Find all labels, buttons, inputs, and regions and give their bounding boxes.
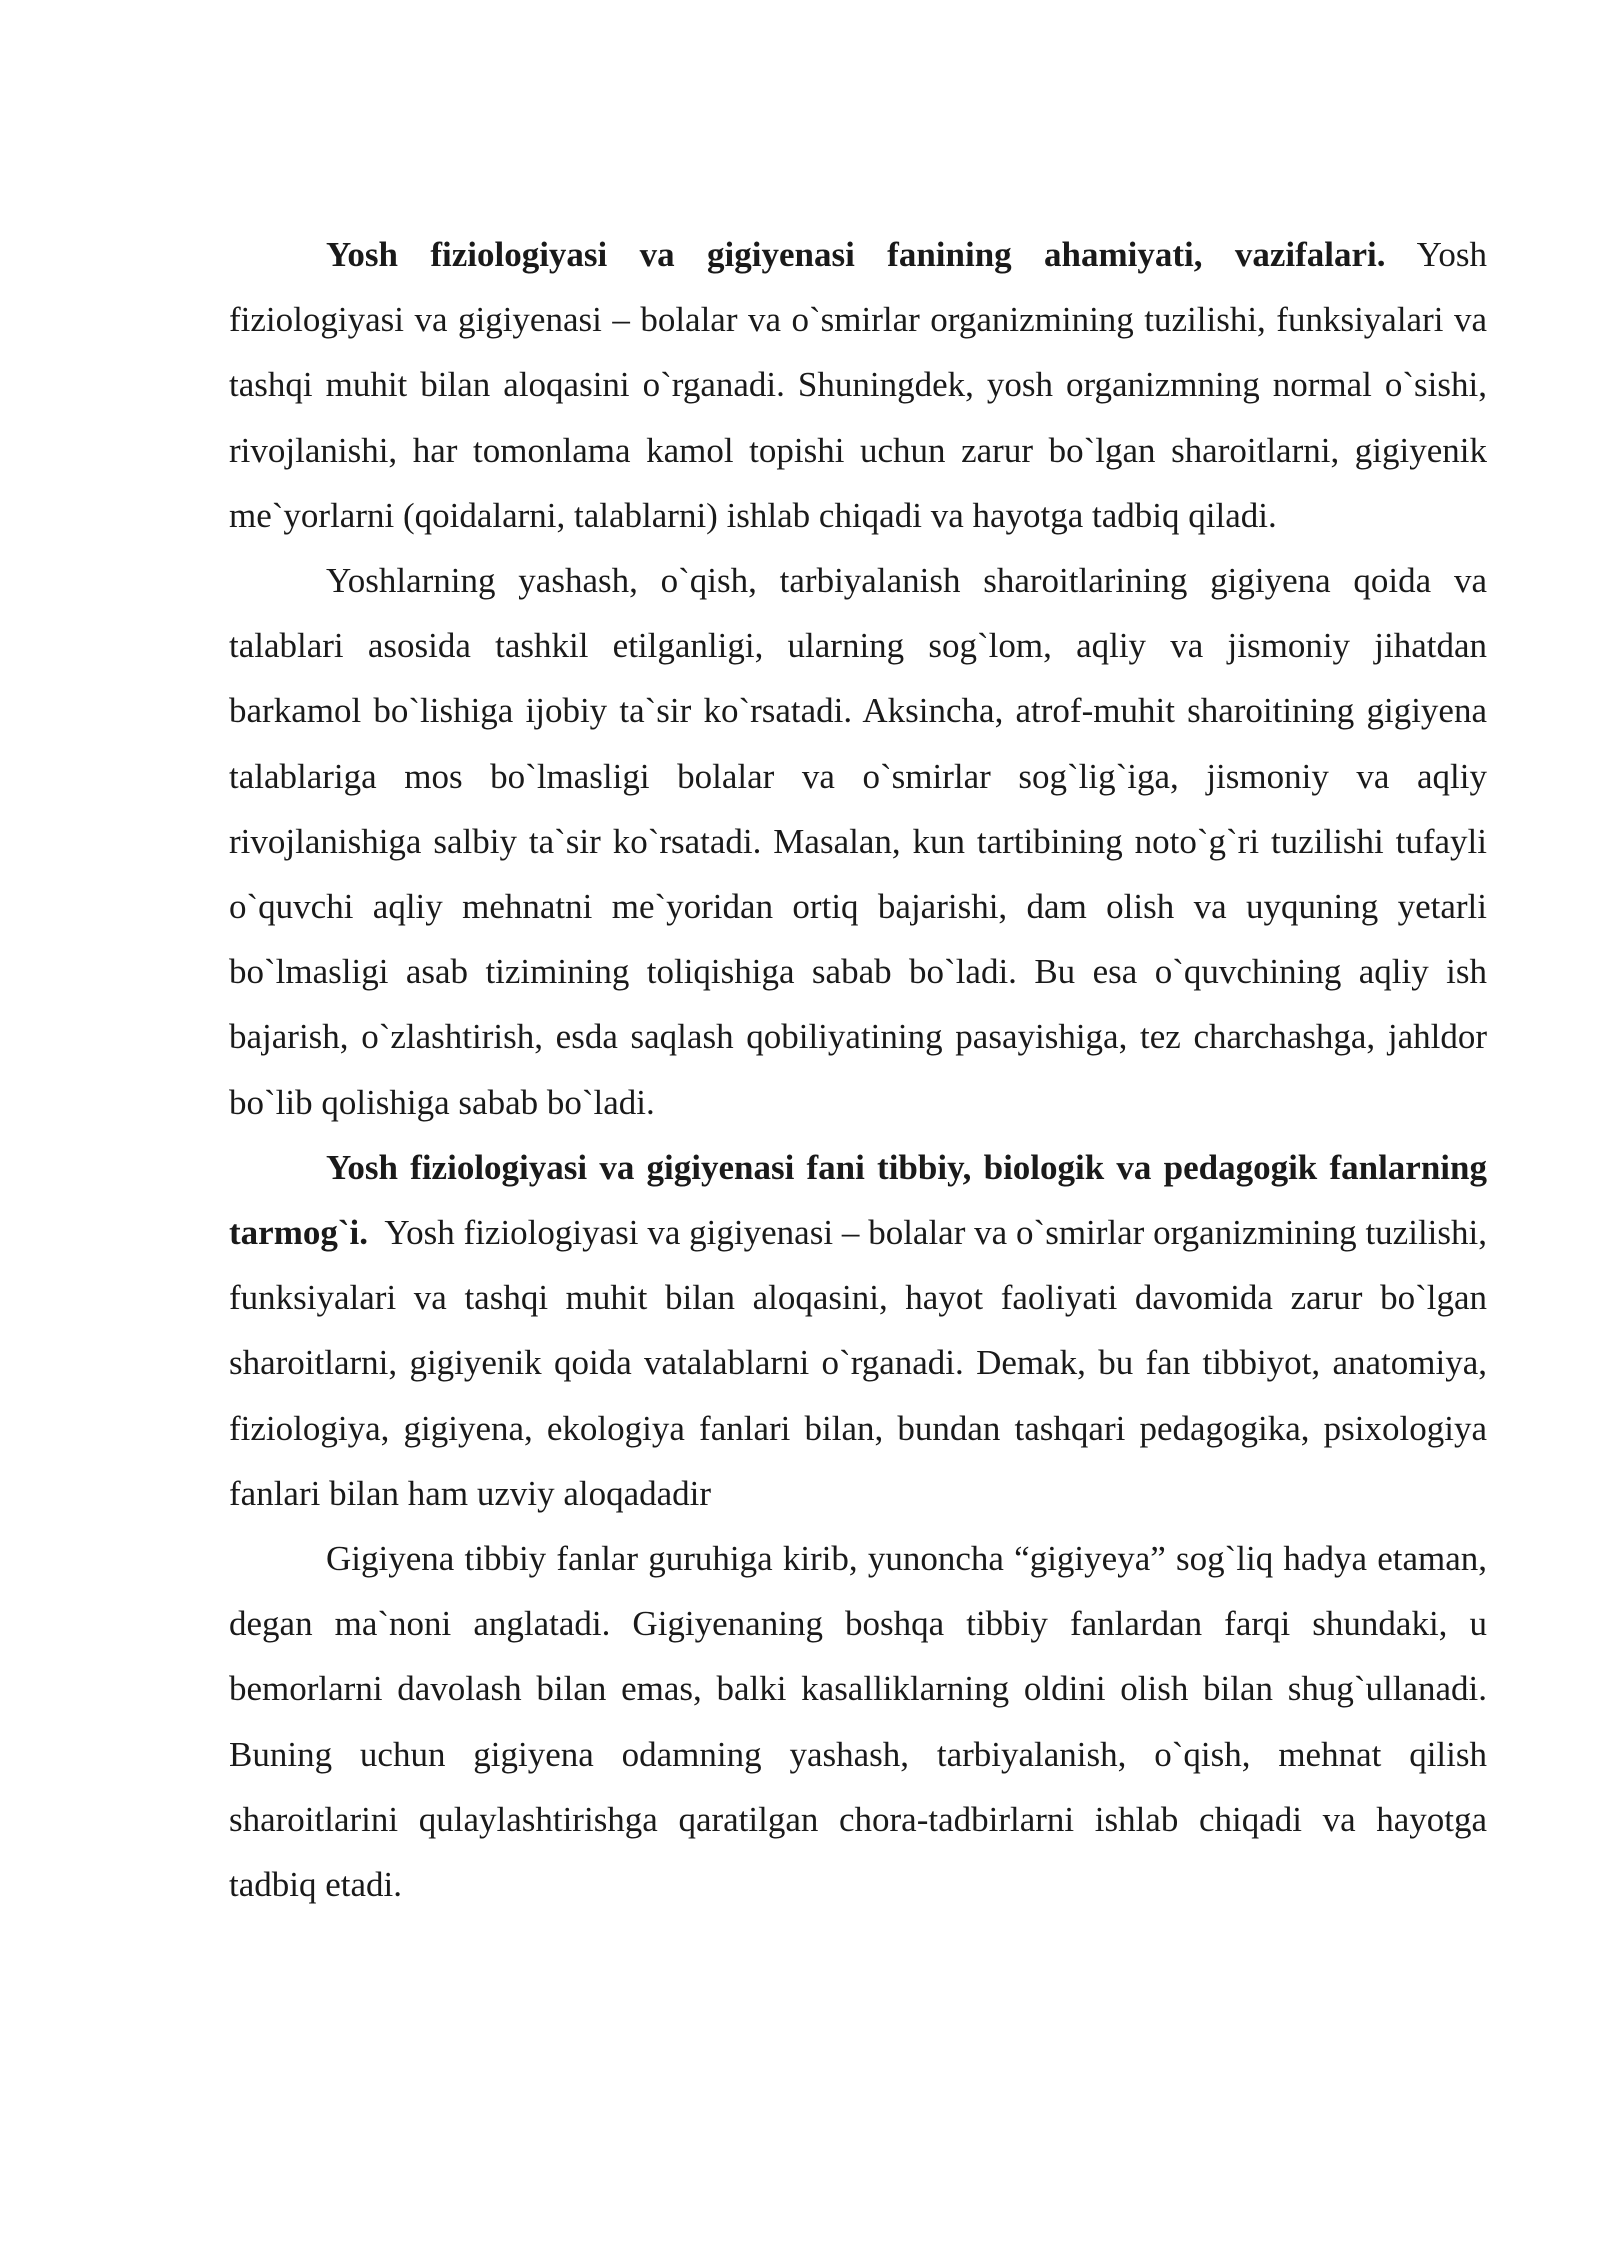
- paragraph-2: [229, 548, 1487, 1135]
- paragraph-2-text: Yoshlarning yashash, o`qish, tarbiyalanish sharoitlarining gigiyena qoida va talablari asosida tashkil etilganligi, ularning sog`lom, aqliy va jismoniy jihatdan barkamol bo`lishiga ijobiy ta`sir ko`rsatadi. Aksincha, atrof-muhit sharoitining gigiyena talablariga mos bo`lmasligi bolalar va o`smirlar sog`lig`iga, jismoniy va aqliy rivojlanishiga salbiy ta`sir ko`rsatadi. Masalan, kun tartibining noto`g`ri tuzilishi tufayli o`quvchi aqliy mehnatni me`yoridan ortiq bajarishi, dam olish va uyquning yetarli bo`lmasligi asab tizimining toliqishiga sabab bo`ladi. Bu esa o`quvchining aqliy ish bajarish, o`zlashtirish, esda saqlash qobiliyatining pasayishiga, tez charchashga, jahldor bo`lib qolishiga sabab bo`ladi.: [229, 561, 1487, 1122]
- paragraph-1: [229, 222, 1487, 548]
- section-heading-2: Yosh fiziologiyasi va gigiyenasi fani tibbiy, biologik va pedagogik fanlarning tarmog`i.: [229, 1147, 1487, 1253]
- paragraph-1-text: Yosh fiziologiyasi va gigiyenasi – bolalar va o`smirlar organizmining tuzilishi, funksiyalari va tashqi muhit bilan aloqasini o`rganadi. Shuningdek, yosh organizmning normal o`sishi, rivojlanishi, har tomonlama kamol topishi uchun zarur bo`lgan sharoitlarni, gigiyenik me`yorlarni (qoidalarni, talablarni) ishlab chiqadi va hayotga tadbiq qiladi.: [229, 235, 1487, 535]
- document-page: [229, 222, 1496, 1917]
- paragraph-4: [229, 1526, 1487, 1917]
- paragraph-3: [229, 1135, 1496, 1526]
- paragraph-3-text: Yosh fiziologiyasi va gigiyenasi – bolalar va o`smirlar organizmining tuzilishi, funksiyalari va tashqi muhit bilan aloqasini, hayot faoliyati davomida zarur bo`lgan sharoitlarni, gigiyenik qoida vatalablarni o`rganadi. Demak, bu fan tibbiyot, anatomiya, fiziologiya, gigiyena, ekologiya fanlari bilan, bundan tashqari pedagogika, psixologiya fanlari bilan ham uzviy aloqadadir: [229, 1213, 1496, 1513]
- paragraph-4-text: Gigiyena tibbiy fanlar guruhiga kirib, yunoncha “gigiyeya” sog`liq hadya etaman, degan ma`noni anglatadi. Gigiyenaning boshqa tibbiy fanlardan farqi shundaki, u bemorlarni davolash bilan emas, balki kasalliklarning oldini olish bilan shug`ullanadi. Buning uchun gigiyena odamning yashash, tarbiyalanish, o`qish, mehnat qilish sharoitlarini qulaylashtirishga qaratilgan chora-tadbirlarni ishlab chiqadi va hayotga tadbiq etadi.: [229, 1539, 1487, 1905]
- section-heading-1: Yosh fiziologiyasi va gigiyenasi fanining ahamiyati, vazifalari.: [326, 235, 1386, 274]
